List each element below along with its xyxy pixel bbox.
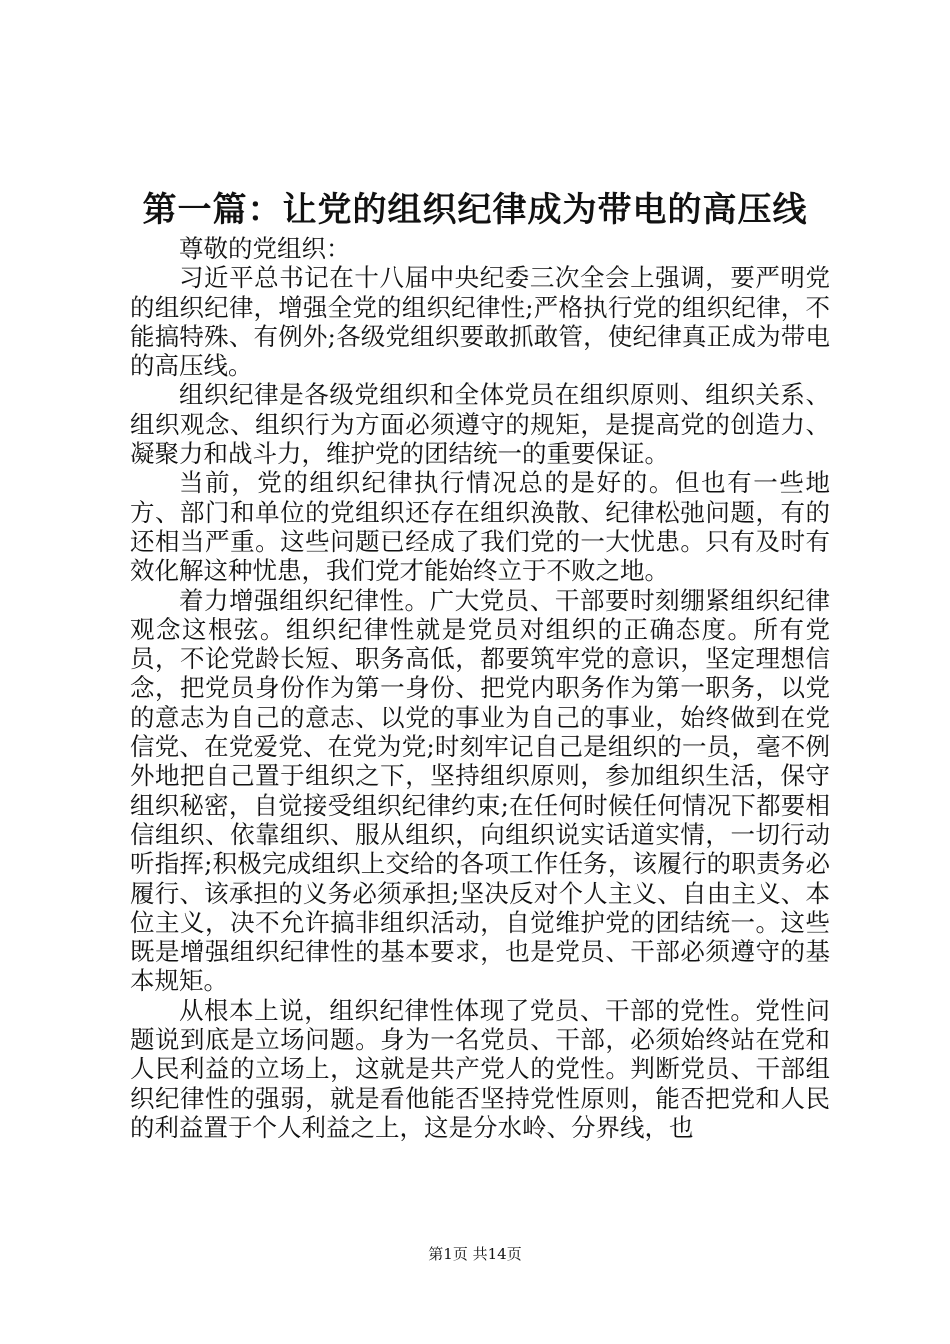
paragraph: 组织纪律是各级党组织和全体党员在组织原则、组织关系、组织观念、组织行为方面必须遵守的规矩，是提高党的创造力、凝聚力和战斗力，维护党的团结统一的重要保证。 xyxy=(130,380,830,469)
paragraph: 从根本上说，组织纪律性体现了党员、干部的党性。党性问题说到底是立场问题。身为一名党员、干部，必须始终站在党和人民利益的立场上，这就是共产党人的党性。判断党员、干部组织纪律性的强弱，就是看他能否坚持党性原则，能否把党和人民的利益置于个人利益之上，这是分水岭、分界线，也 xyxy=(130,995,830,1142)
salutation: 尊敬的党组织： xyxy=(179,234,351,263)
document-title: 第一篇：让党的组织纪律成为带电的高压线 xyxy=(142,190,808,230)
page-number-footer: 第1页 共14页 xyxy=(428,1245,522,1263)
document-body xyxy=(130,234,830,1142)
paragraph: 当前，党的组织纪律执行情况总的是好的。但也有一些地方、部门和单位的党组织还存在组织涣散、纪律松弛问题，有的还相当严重。这些问题已经成了我们党的一大忧患。只有及时有效化解这种忧患，我们党才能始终立于不败之地。 xyxy=(130,468,830,586)
paragraph: 着力增强组织纪律性。广大党员、干部要时刻绷紧组织纪律观念这根弦。组织纪律性就是党员对组织的正确态度。所有党员，不论党龄长短、职务高低，都要筑牢党的意识，坚定理想信念，把党员身份作为第一身份、把党内职务作为第一职务，以党的意志为自己的意志、以党的事业为自己的事业，始终做到在党信党、在党爱党、在党为党;时刻牢记自己是组织的一员，毫不例外地把自己置于组织之下，坚持组织原则，参加组织生活，保守组织秘密，自觉接受组织纪律约束;在任何时候任何情况下都要相信组织、依靠组织、服从组织，向组织说实话道实情，一切行动听指挥;积极完成组织上交给的各项工作任务，该履行的职责务必履行、该承担的义务必须承担;坚决反对个人主义、自由主义、本位主义，决不允许搞非组织活动，自觉维护党的团结统一。这些既是增强组织纪律性的基本要求，也是党员、干部必须遵守的基本规矩。 xyxy=(130,585,830,996)
paragraph: 习近平总书记在十八届中央纪委三次全会上强调，要严明党的组织纪律，增强全党的组织纪律性;严格执行党的组织纪律，不能搞特殊、有例外;各级党组织要敢抓敢管，使纪律真正成为带电的高压线。 xyxy=(130,263,830,381)
